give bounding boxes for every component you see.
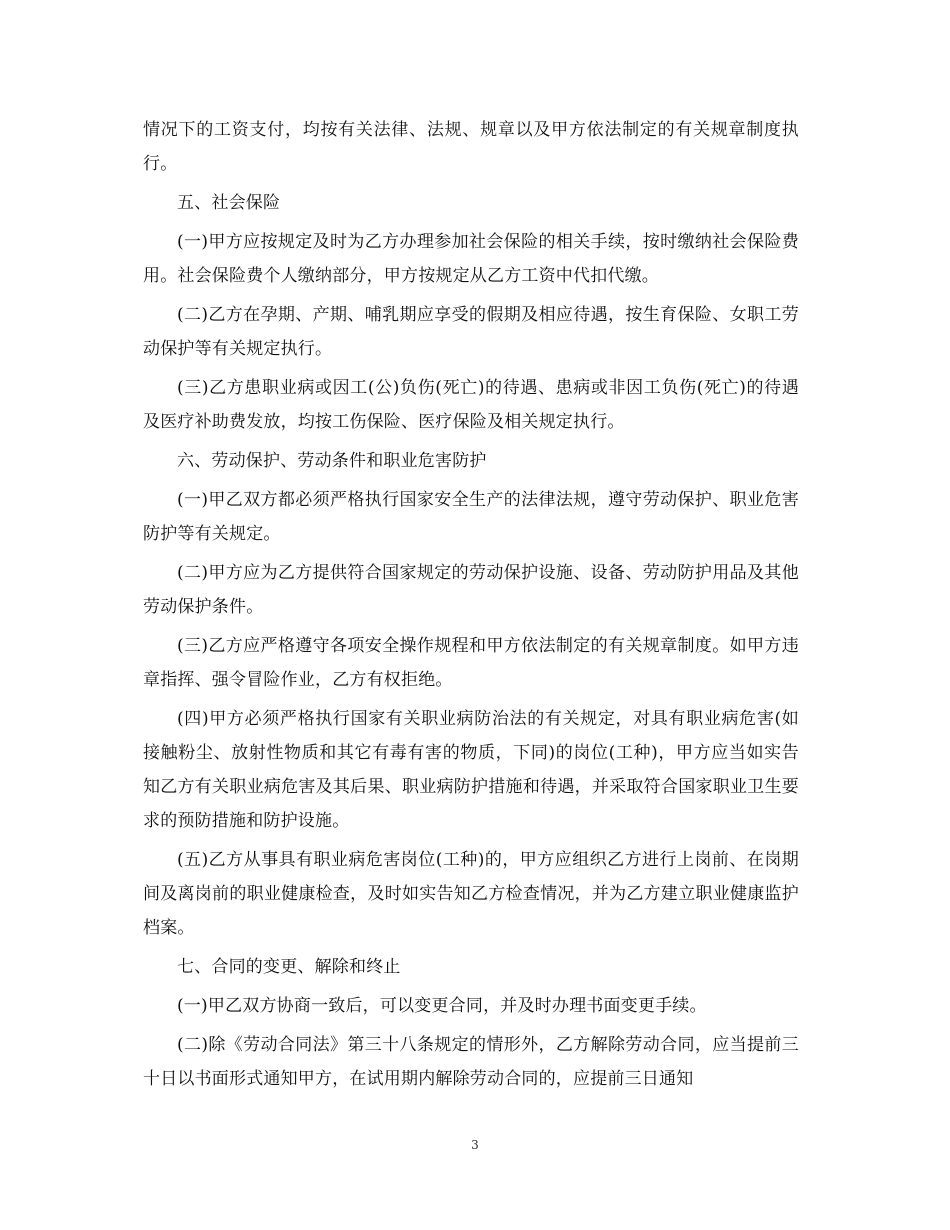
paragraph-protection-5: (五)乙方从事具有职业病危害岗位(工种)的，甲方应组织乙方进行上岗前、在岗期间及离岗前的职业健康检查，及时如实告知乙方检查情况，并为乙方建立职业健康监护档案。 <box>143 850 799 938</box>
heading-contract-change: 七、合同的变更、解除和终止 <box>177 957 401 977</box>
paragraph-insurance-3: (三)乙方患职业病或因工(公)负伤(死亡)的待遇、患病或非因工负伤(死亡)的待遇及医疗补助费发放，均按工伤保险、医疗保险及相关规定执行。 <box>143 378 799 432</box>
paragraph-wage-payment: 情况下的工资支付，均按有关法律、法规、规章以及甲方依法制定的有关规章制度执行。 <box>143 120 799 174</box>
document-body <box>143 113 799 1096</box>
heading-labor-protection: 六、劳动保护、劳动条件和职业危害防护 <box>177 451 487 471</box>
paragraph-protection-3: (三)乙方应严格遵守各项安全操作规程和甲方依法制定的有关规章制度。如甲方违章指挥、强令冒险作业，乙方有权拒绝。 <box>143 636 799 690</box>
paragraph-insurance-2: (二)乙方在孕期、产期、哺乳期应享受的假期及相应待遇，按生育保险、女职工劳动保护等有关规定执行。 <box>143 305 799 359</box>
paragraph-change-2: (二)除《劳动合同法》第三十八条规定的情形外，乙方解除劳动合同，应当提前三十日以书面形式通知甲方，在试用期内解除劳动合同的，应提前三日通知 <box>143 1035 799 1089</box>
heading-social-insurance: 五、社会保险 <box>177 193 281 213</box>
paragraph-protection-4: (四)甲方必须严格执行国家有关职业病防治法的有关规定，对具有职业病危害(如接触粉尘、放射性物质和其它有毒有害的物质，下同)的岗位(工种)，甲方应当如实告知乙方有关职业病危害及其后果、职业病防护措施和待遇，并采取符合国家职业卫生要求的预防措施和防护设施。 <box>143 709 799 831</box>
paragraph-protection-2: (二)甲方应为乙方提供符合国家规定的劳动保护设施、设备、劳动防护用品及其他劳动保护条件。 <box>143 563 799 617</box>
page-number: 3 <box>471 1138 479 1152</box>
paragraph-insurance-1: (一)甲方应按规定及时为乙方办理参加社会保险的相关手续，按时缴纳社会保险费用。社会保险费个人缴纳部分，甲方按规定从乙方工资中代扣代缴。 <box>143 232 799 286</box>
paragraph-change-1: (一)甲乙双方协商一致后，可以变更合同，并及时办理书面变更手续。 <box>177 996 707 1016</box>
paragraph-protection-1: (一)甲乙双方都必须严格执行国家安全生产的法律法规，遵守劳动保护、职业危害防护等有关规定。 <box>143 490 799 544</box>
